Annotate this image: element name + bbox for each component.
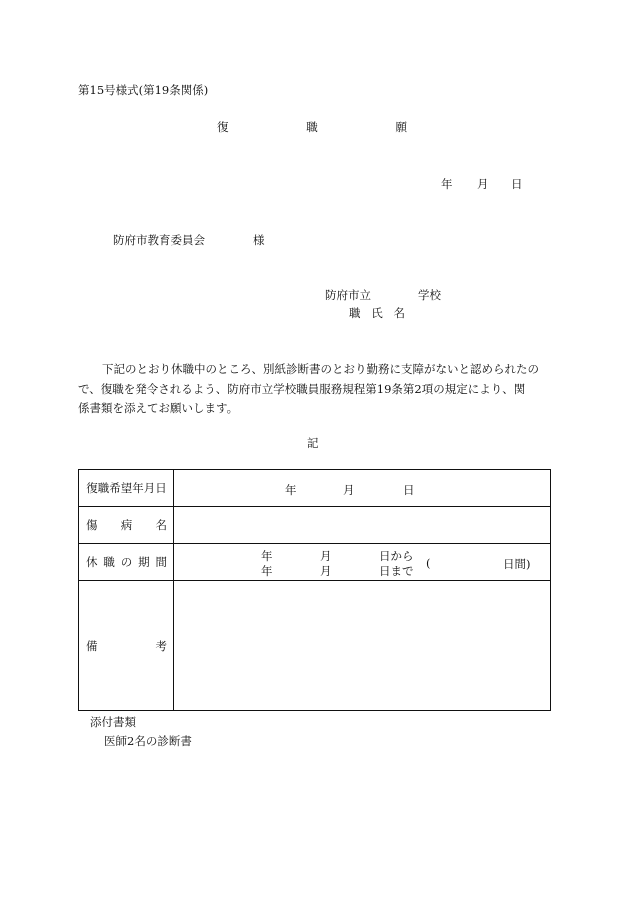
body-line: 係書類を添えてお願いします。 [78,401,239,415]
table-row [79,507,551,544]
title-char: 願 [395,120,407,134]
remarks-field[interactable] [174,581,551,711]
attachments-item: 医師2名の診断書 [104,734,192,748]
name-label-char: 職 [349,306,361,320]
label-char: 職 [103,555,115,569]
table-row [79,544,551,581]
label-char: 傷 [86,518,98,532]
label-leave-period [79,544,174,581]
label-char: 備 [86,638,98,653]
title-char: 復 [217,120,229,134]
label-char: の [120,555,133,569]
date-month: 月 [477,177,489,191]
label-illness [79,507,174,544]
date-day: 日 [511,177,523,191]
date-year: 年 [441,177,453,191]
label-remarks [79,581,174,711]
days-close: 日間) [503,557,531,571]
label-char: 間 [155,555,167,569]
document-title [217,119,407,135]
ki-heading: 記 [307,436,319,450]
name-label-char: 氏 [371,306,383,320]
return-year: 年 [285,483,297,497]
table-row [79,470,551,507]
school-prefix: 防府市立 [325,288,371,302]
period-start-day: 日から [379,549,414,563]
period-end-day: 日まで [379,564,414,578]
attachments-heading: 添付書類 [90,715,136,729]
label-char: 考 [155,638,167,653]
paren-open: ( [426,556,431,570]
form-table [78,469,551,711]
period-end-year: 年 [261,564,273,578]
illness-field[interactable] [174,507,551,544]
period-start-month: 月 [320,549,332,563]
label-text: 復職希望年月日 [86,481,167,495]
name-label-char: 名 [393,306,405,320]
leave-period-field[interactable] [174,544,551,581]
return-month: 月 [343,483,355,497]
return-date-field[interactable] [174,470,551,507]
label-char: 期 [138,555,150,569]
body-line: で、復職を発令されるよう、防府市立学校職員服務規程第19条第2項の規定により、関 [78,382,526,396]
title-char: 職 [306,120,318,134]
period-end-month: 月 [320,564,332,578]
period-start-year: 年 [261,549,273,563]
label-return-date [79,470,174,507]
body-line: 下記のとおり休職中のところ、別紙診断書のとおり勤務に支障がないと認められたの [102,362,539,376]
form-number: 第15号様式(第19条関係) [78,83,209,97]
table-row [79,581,551,711]
school-suffix: 学校 [418,288,441,302]
addressee-name: 防府市教育委員会 [113,233,205,247]
sender-name-label [349,305,405,321]
label-char: 名 [155,518,167,532]
label-char: 病 [120,518,133,532]
label-char: 休 [86,555,98,569]
addressee-honorific: 様 [253,233,265,247]
return-day: 日 [403,483,415,497]
